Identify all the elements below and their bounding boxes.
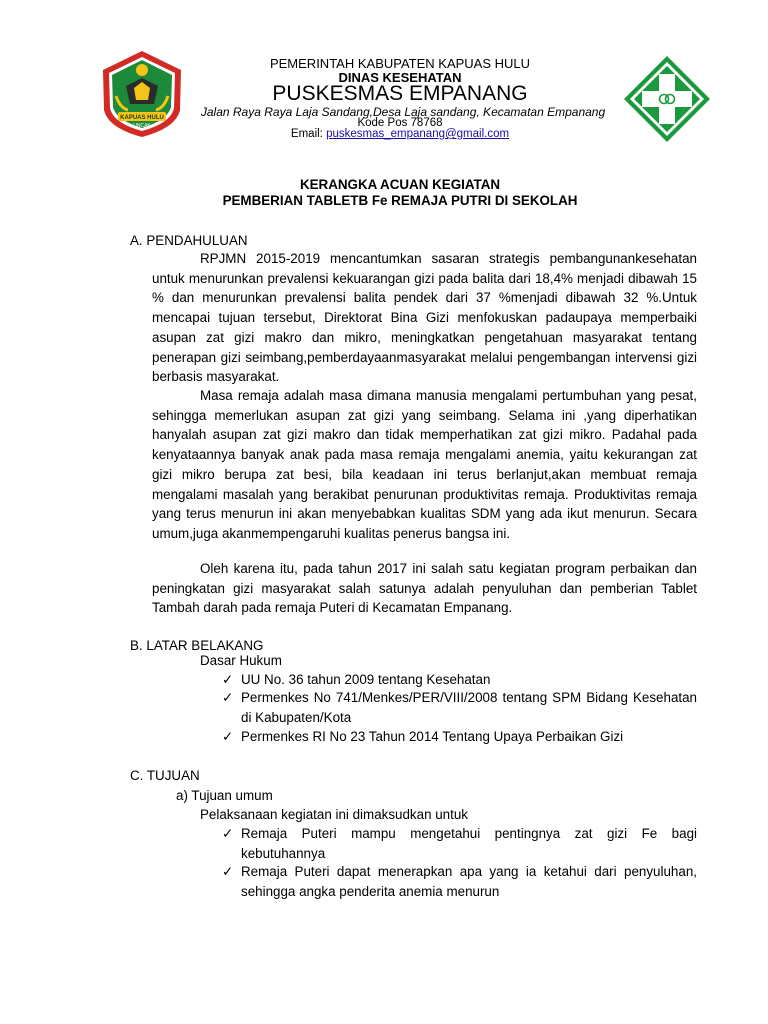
emblem-motto-text: UNCAK [133,123,151,129]
address: Jalan Raya Raya Laja Sandang,Desa Laja sandang, Kecamatan Empanang [200,105,606,119]
section-a-paragraph-3: Oleh karena itu, pada tahun 2017 ini salah satu kegiatan program perbaikan dan peningkatan gizi masyarakat salah satunya adalah penyuluhan dan pemberian Tablet Tambah darah pada remaja Puteri di Kecamatan Empanang. [152,561,697,616]
list-item-text: UU No. 36 tahun 2009 tentang Kesehatan [241,672,491,687]
doc-title-line1: KERANGKA ACUAN KEGIATAN [299,177,501,192]
check-icon: ✓ [222,826,234,841]
list-item [222,862,697,901]
list-item [222,727,697,747]
list-item [222,670,697,690]
list-item [222,824,697,863]
check-icon: ✓ [222,690,234,705]
gov-name: PEMERINTAH KABUPATEN KAPUAS HULU [269,56,531,71]
section-b-heading: B. LATAR BELAKANG [130,638,264,653]
check-icon: ✓ [222,729,234,744]
section-c-heading: C. TUJUAN [130,768,200,783]
puskesmas-logo [622,54,712,144]
check-icon: ✓ [222,864,234,879]
email-label: Email: [290,128,323,140]
check-icon: ✓ [222,672,234,687]
org-name: PUSKESMAS EMPANANG [272,82,528,105]
section-a-paragraph-2: Masa remaja adalah masa dimana manusia mengalami pertumbuhan yang pesat, sehingga memerlukan asupan zat gizi yang seimbang. Selama ini ,yang diperhatikan hanyalah asupan zat gizi makro dan tidak memperhatikan zat gizi mikro. Padahal pada kenyataannya banyak anak pada masa remaja mengalami anemia, yaitu kekurangan zat gizi mikro berupa zat besi, bila keadaan ini terus berlanjut,akan membuat remaja mengalami masalah yang berakibat penurunan produktivitas remaja. Produktivitas remaja yang terus menurun ini akan menyebabkan kualitas SDM yang ada ikut menurun. Secara umum,juga akanmempengaruhi kualitas penerus bangsa ini. [152,388,697,541]
list-item [222,688,697,727]
section-a-paragraph-1: RPJMN 2015-2019 mencantumkan sasaran strategis pembangunankesehatan untuk menurunkan prevalensi kekuarangan gizi pada balita dari 18,4% menjadi dibawah 15 % dan menurunkan prevalensi balita pendek dari 37 %menjadi dibawah 32 %.Untuk mencapai tujuan tersebut, Direktorat Bina Gizi menfokuskan padaupaya memperbaiki asupan zat gizi makro dan mikro, meningkatkan pengetahuan masyarakat tentang penerapan gizi seimbang,pemberdayaanmasyarakat melalui pengembangan intervensi gizi berbasis masyarakat. [152,251,697,385]
email-line [180,128,620,140]
section-a-heading: A. PENDAHULUAN [130,233,248,248]
doc-title-line2: PEMBERIAN TABLETB Fe REMAJA PUTRI DI SEKOLAH [222,193,578,208]
list-item-text: Permenkes RI No 23 Tahun 2014 Tentang Upaya Perbaikan Gizi [241,729,624,744]
email-link[interactable]: puskesmas_empanang@gmail.com [326,128,510,140]
list-item-text: Remaja Puteri dapat menerapkan apa yang ia ketahui dari penyuluhan, sehingga angka penderita anemia menurun [241,864,697,899]
section-b-subheading: Dasar Hukum [200,653,282,668]
list-item-text: Remaja Puteri mampu mengetahui pentingnya zat gizi Fe bagi kebutuhannya [241,826,697,861]
dept-name: DINAS KESEHATAN [338,70,462,85]
emblem-banner-text: KAPUAS HULU [120,115,164,121]
kapuas-hulu-emblem [96,48,188,140]
section-c-sub-a: a) Tujuan umum [176,788,273,803]
section-c-intro: Pelaksanaan kegiatan ini dimaksudkan untuk [200,807,468,822]
list-item-text: Permenkes No 741/Menkes/PER/VIII/2008 tentang SPM Bidang Kesehatan di Kabupaten/Kota [241,690,697,725]
postal-code: Kode Pos 78768 [357,117,443,129]
